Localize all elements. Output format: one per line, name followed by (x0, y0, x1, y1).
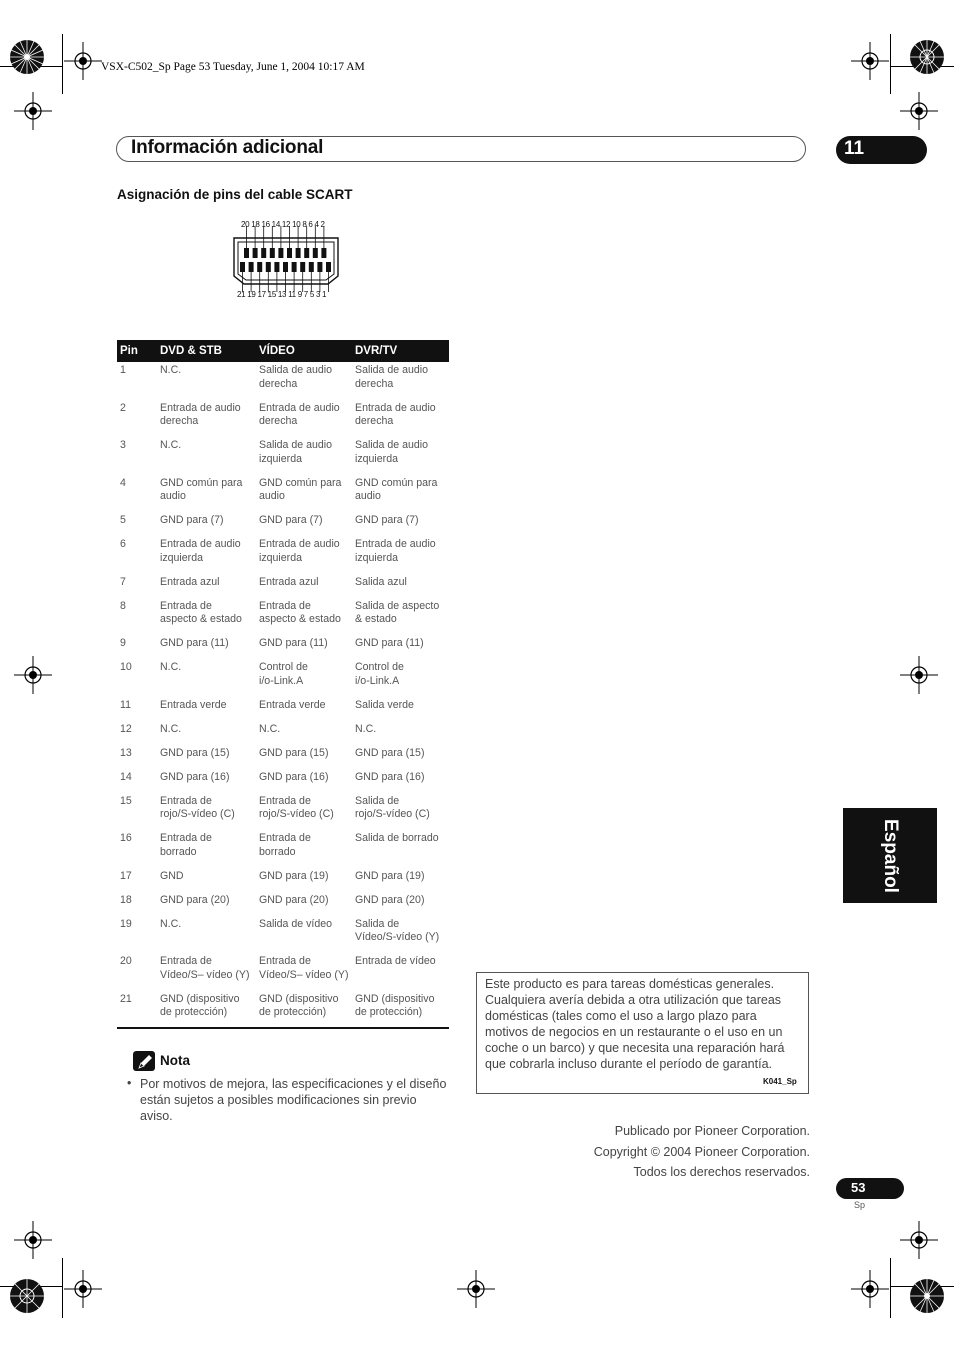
notice-code: K041_Sp (763, 1077, 797, 1086)
dvr-tv-cell: GND para (7) (355, 514, 419, 526)
table-row (117, 991, 449, 1029)
dvd-stb-cell: Entrada verde (160, 698, 227, 711)
language-tab-label (843, 808, 937, 903)
page-number: 53 (851, 1180, 866, 1195)
video-cell: GND para (16) (259, 770, 329, 783)
dvd-stb-cell: N.C. (160, 364, 182, 376)
video-cell: Entrada de borrado (259, 832, 311, 858)
registration-target-icon (900, 656, 938, 694)
page-number-badge (836, 1178, 904, 1199)
table-row (117, 659, 449, 697)
video-cell: Salida de vídeo (259, 917, 333, 930)
table-row (117, 362, 449, 400)
dvr-tv-cell: GND para (15) (355, 746, 425, 759)
dvd-stb-cell: Entrada de aspecto & estado (160, 599, 242, 625)
table-row (117, 512, 449, 536)
table-row (117, 892, 449, 916)
table-row (117, 721, 449, 745)
table-row (117, 400, 449, 438)
pin-cell: 21 (120, 992, 132, 1005)
video-cell: Entrada de audio izquierda (259, 538, 340, 564)
pin-cell: 3 (120, 439, 126, 451)
dvr-tv-cell: GND (dispositivo de protección) (355, 992, 435, 1018)
registration-target-icon (14, 92, 52, 130)
dvr-tv-cell: Salida de Vídeo/S-vídeo (Y) (355, 917, 440, 943)
dvd-stb-cell: GND para (11) (160, 637, 229, 649)
video-cell: GND para (11) (259, 637, 328, 649)
language-tab-text: Español (880, 818, 901, 893)
dvr-tv-cell: GND para (20) (355, 893, 425, 906)
table-row (117, 745, 449, 769)
table-row (117, 793, 449, 831)
crop-mark (62, 34, 63, 94)
pin-cell: 9 (120, 637, 126, 649)
dvr-tv-cell: Salida de rojo/S-vídeo (C) (355, 794, 430, 820)
dvr-tv-cell: Salida azul (355, 575, 407, 588)
note-bullet: • (127, 1076, 132, 1090)
dvr-tv-cell: N.C. (355, 722, 377, 735)
pin-cell: 10 (120, 661, 132, 673)
registration-target-icon (851, 1270, 889, 1308)
dvr-tv-cell: Salida de audio izquierda (355, 439, 429, 465)
page-title: Información adicional (131, 137, 324, 158)
table-row (117, 635, 449, 659)
video-cell: Entrada azul (259, 575, 319, 588)
note-text: Por motivos de mejora, las especificaciones y el diseño están sujetos a posibles modificaciones sin previo aviso. (140, 1077, 447, 1123)
table-row (117, 475, 449, 513)
dvd-stb-cell: GND para (7) (160, 514, 224, 526)
dvr-tv-cell: GND para (11) (355, 637, 424, 649)
registration-target-icon (14, 656, 52, 694)
column-header-dvr-tv: DVR/TV (352, 340, 449, 362)
dvd-stb-cell: Entrada de rojo/S-vídeo (C) (160, 794, 235, 820)
registration-target-icon (851, 42, 889, 80)
column-header-pin: Pin (117, 340, 157, 362)
copyright-line: Copyright © 2004 Pioneer Corporation. (593, 1145, 810, 1159)
chapter-number: 11 (844, 138, 865, 159)
dvr-tv-cell: Entrada de audio izquierda (355, 538, 436, 564)
table-row (117, 697, 449, 721)
dvd-stb-cell: Entrada de audio izquierda (160, 538, 241, 564)
table-row (117, 769, 449, 793)
pin-cell: 7 (120, 575, 126, 588)
publisher-line: Publicado por Pioneer Corporation. (614, 1124, 810, 1138)
table-row (117, 953, 449, 991)
dvd-stb-cell: GND para (15) (160, 746, 230, 759)
crop-mark (890, 1258, 891, 1318)
scart-bottom-pin-labels: 21 19 17 15 13 11 9 7 5 3 1 (237, 290, 327, 299)
dvd-stb-cell: Entrada azul (160, 575, 220, 588)
page-lang-code: Sp (854, 1200, 866, 1210)
registration-target-icon (457, 1270, 495, 1308)
note-title: Nota (160, 1053, 190, 1068)
column-header-video: VÍDEO (256, 340, 352, 362)
column-header-dvd-stb: DVD & STB (157, 340, 256, 362)
pin-cell: 13 (120, 746, 132, 759)
pencil-icon (133, 1051, 155, 1071)
dvd-stb-cell: GND (dispositivo de protección) (160, 992, 240, 1018)
video-cell: GND para (15) (259, 746, 329, 759)
table-row (117, 574, 449, 598)
registration-target-icon (64, 42, 102, 80)
dvd-stb-cell: Entrada de audio derecha (160, 401, 241, 427)
file-header: VSX-C502_Sp Page 53 Tuesday, June 1, 2004 10:17 AM (101, 61, 365, 73)
pin-cell: 17 (120, 869, 132, 882)
dvd-stb-cell: GND para (20) (160, 893, 230, 906)
dvd-stb-cell: N.C. (160, 917, 182, 930)
video-cell: GND (dispositivo de protección) (259, 992, 339, 1018)
crop-mark (62, 1258, 63, 1318)
scart-top-pin-labels: 20 18 16 14 12 10 8 6 4 2 (241, 220, 325, 229)
dvd-stb-cell: Entrada de Vídeo/S– vídeo (Y) (160, 955, 250, 981)
pin-cell: 15 (120, 794, 132, 807)
dvd-stb-cell: N.C. (160, 439, 182, 451)
pin-cell: 4 (120, 476, 126, 489)
registration-starburst-icon (908, 38, 946, 76)
video-cell: Entrada de aspecto & estado (259, 599, 341, 625)
table-row (117, 868, 449, 892)
pin-cell: 6 (120, 538, 126, 550)
dvd-stb-cell: N.C. (160, 661, 182, 673)
dvr-tv-cell: GND para (19) (355, 869, 425, 882)
video-cell: Entrada de Vídeo/S– vídeo (Y) (259, 955, 349, 981)
notice-text: Este producto es para tareas domésticas generales. Cualquiera avería debida a otra utilización que tareas domésticas (tales como el uso a largo plazo para motivos de negocios en un restaurante o el uso en un coche o un barco) y que necesita una reparación hará que cobrarla incluso durante el período de garantía. (485, 977, 785, 1071)
table-header-row (117, 340, 449, 362)
scart-connector-icon (228, 226, 344, 292)
pin-cell: 11 (120, 698, 131, 711)
dvr-tv-cell: Entrada de vídeo (355, 955, 436, 967)
video-cell: Control de i/o-Link.A (259, 661, 308, 687)
video-cell: GND para (20) (259, 893, 329, 906)
dvr-tv-cell: Salida de borrado (355, 832, 439, 844)
registration-starburst-icon (908, 1277, 946, 1315)
dvr-tv-cell: Salida verde (355, 698, 414, 711)
table-row (117, 437, 449, 475)
registration-target-icon (900, 92, 938, 130)
pin-cell: 2 (120, 401, 126, 414)
video-cell: Entrada de rojo/S-vídeo (C) (259, 794, 334, 820)
video-cell: Salida de audio izquierda (259, 439, 333, 465)
video-cell: Entrada verde (259, 698, 326, 711)
pin-cell: 19 (120, 917, 132, 930)
video-cell: GND común para audio (259, 476, 342, 502)
dvd-stb-cell: GND (160, 869, 184, 882)
dvd-stb-cell: Entrada de borrado (160, 832, 212, 858)
dvr-tv-cell: Control de i/o-Link.A (355, 661, 404, 687)
table-row (117, 536, 449, 574)
video-cell: Entrada de audio derecha (259, 401, 340, 427)
dvr-tv-cell: Salida de aspecto & estado (355, 599, 440, 625)
pin-cell: 20 (120, 955, 132, 967)
registration-target-icon (14, 1221, 52, 1259)
registration-target-icon (64, 1270, 102, 1308)
registration-starburst-icon (8, 38, 46, 76)
pin-cell: 8 (120, 599, 126, 612)
section-title: Asignación de pins del cable SCART (117, 187, 353, 202)
table-bottom-rule (117, 1027, 449, 1029)
pin-cell: 12 (120, 722, 132, 735)
video-cell: N.C. (259, 722, 281, 735)
dvr-tv-cell: Salida de audio derecha (355, 364, 429, 390)
video-cell: Salida de audio derecha (259, 364, 333, 390)
table-row (117, 916, 449, 954)
pin-cell: 5 (120, 514, 126, 526)
dvr-tv-cell: GND común para audio (355, 476, 438, 502)
video-cell: GND para (7) (259, 514, 323, 526)
registration-target-icon (900, 1221, 938, 1259)
video-cell: GND para (19) (259, 869, 329, 882)
dvd-stb-cell: GND para (16) (160, 770, 230, 783)
crop-mark (890, 34, 891, 94)
dvd-stb-cell: GND común para audio (160, 476, 243, 502)
pin-cell: 16 (120, 832, 132, 844)
dvr-tv-cell: GND para (16) (355, 770, 425, 783)
dvr-tv-cell: Entrada de audio derecha (355, 401, 436, 427)
rights-line: Todos los derechos reservados. (633, 1165, 810, 1179)
pin-cell: 14 (120, 770, 132, 783)
table-row (117, 598, 449, 636)
table-row (117, 830, 449, 868)
pin-cell: 1 (120, 364, 126, 376)
registration-starburst-icon (8, 1277, 46, 1315)
pin-assignment-table (117, 340, 449, 1028)
dvd-stb-cell: N.C. (160, 722, 182, 735)
pin-cell: 18 (120, 893, 132, 906)
